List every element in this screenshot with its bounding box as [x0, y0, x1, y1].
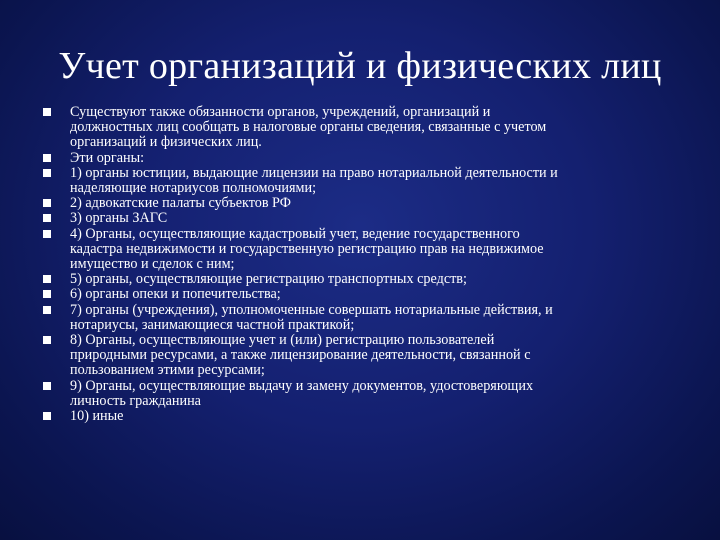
square-bullet-icon	[43, 336, 51, 344]
square-bullet-icon	[43, 154, 51, 162]
bullet-item	[36, 303, 712, 333]
bullet-text-line: 5) органы, осуществляющие регистрацию транспортных средств;	[70, 271, 467, 288]
bullet-item	[36, 272, 712, 287]
bullet-item	[36, 287, 712, 302]
bullet-text-line: имущество и сделок с ним;	[70, 256, 235, 273]
bullet-text-line: 6) органы опеки и попечительства;	[70, 286, 281, 303]
bullet-item	[36, 105, 712, 151]
bullet-list	[36, 105, 712, 424]
square-bullet-icon	[43, 169, 51, 177]
bullet-item	[36, 227, 712, 273]
square-bullet-icon	[43, 214, 51, 222]
square-bullet-icon	[43, 290, 51, 298]
bullet-text-line: 10) иные	[70, 408, 124, 425]
bullet-item	[36, 409, 712, 424]
bullet-text-line: наделяющие нотариусов полномочиями;	[70, 180, 317, 197]
square-bullet-icon	[43, 306, 51, 314]
square-bullet-icon	[43, 275, 51, 283]
bullet-text-line: 3) органы ЗАГС	[70, 210, 168, 227]
bullet-text-line: должностных лиц сообщать в налоговые органы сведения, связанные с учетом	[70, 119, 547, 136]
bullet-text-line: 9) Органы, осуществляющие выдачу и замену документов, удостоверяющих	[70, 377, 534, 394]
bullet-item	[36, 379, 712, 409]
bullet-item	[36, 333, 712, 379]
square-bullet-icon	[43, 412, 51, 420]
square-bullet-icon	[43, 230, 51, 238]
bullet-text-line: кадастра недвижимости и государственную регистрацию прав на недвижимое	[70, 240, 544, 257]
square-bullet-icon	[43, 199, 51, 207]
bullet-text-line: 7) органы (учреждения), уполномоченные совершать нотариальные действия, и	[70, 301, 553, 318]
bullet-text-line: 2) адвокатские палаты субъектов РФ	[70, 195, 291, 212]
bullet-text-line: природными ресурсами, а также лицензирование деятельности, связанной с	[70, 347, 531, 364]
bullet-text-line: Эти органы:	[70, 149, 145, 166]
bullet-item	[36, 151, 712, 166]
bullet-item	[36, 196, 712, 211]
bullet-text-line: 8) Органы, осуществляющие учет и (или) регистрацию пользователей	[70, 332, 495, 349]
bullet-text-line: 1) органы юстиции, выдающие лицензии на право нотариальной деятельности и	[70, 164, 558, 181]
bullet-text-line: личность гражданина	[70, 392, 201, 409]
bullet-text-line: нотариусы, занимающиеся частной практикой;	[70, 316, 355, 333]
slide-title: Учет организаций и физических лиц	[58, 45, 662, 87]
bullet-text-line: 4) Органы, осуществляющие кадастровый учет, ведение государственного	[70, 225, 520, 242]
square-bullet-icon	[43, 382, 51, 390]
bullet-text-line: организаций и физических лиц.	[70, 134, 262, 151]
bullet-text-line: Существуют также обязанности органов, учреждений, организаций и	[70, 104, 491, 120]
bullet-item	[36, 211, 712, 226]
bullet-text-line: пользованием этими ресурсами;	[70, 362, 265, 379]
square-bullet-icon	[43, 108, 51, 116]
bullet-item	[36, 166, 712, 196]
